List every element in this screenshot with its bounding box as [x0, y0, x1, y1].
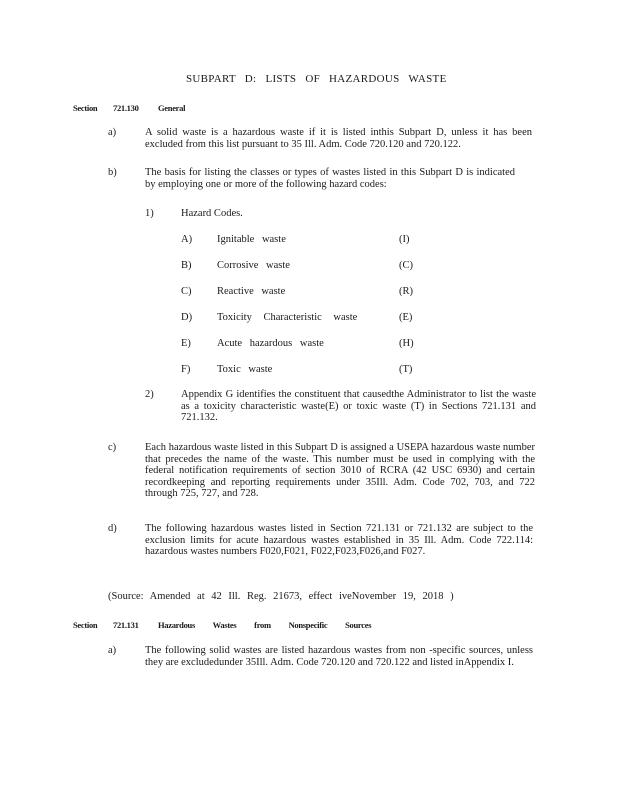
code-row-code: (E) — [399, 312, 413, 323]
code-row-label: B) — [181, 260, 192, 271]
code-row-name: Reactive waste — [217, 286, 286, 297]
item-label: c) — [108, 442, 117, 453]
subitem-text: Appendix G identifies the constituent that causedthe Administrator to list the waste as a toxicity characteristic waste(E) or toxic waste (T) in Sections 721.131 and 721.132. — [181, 389, 536, 423]
section-name: General — [158, 103, 186, 113]
code-row-code: (T) — [399, 364, 413, 375]
section-label: Section — [73, 620, 98, 630]
code-row-label: C) — [181, 286, 192, 297]
paragraph-c: Each hazardous waste listed in this Subpart D is assigned a USEPA hazardous waste number that precedes the name of the waste. This number must be used in complying with the federal notification requirements of section 3010 of RCRA (42 USC 6930) and certain recordkeeping and reporting requirements under 35Ill. Adm. Code 702, 703, and 722 through 725, 727, and 728. — [145, 442, 535, 499]
code-row-name: Acute hazardous waste — [217, 338, 324, 349]
code-row-code: (I) — [399, 234, 410, 245]
subitem-label: 1) — [145, 208, 154, 219]
subitem-text: Hazard Codes. — [181, 208, 243, 219]
item-label: a) — [108, 645, 117, 656]
code-row-label: F) — [181, 364, 191, 375]
code-row-name: Toxic waste — [217, 364, 273, 375]
paragraph-b: The basis for listing the classes or types of wastes listed in this Subpart D is indicated by employing one or more of the following hazard codes: — [145, 167, 515, 190]
paragraph-721-131-a: The following solid wastes are listed hazardous wastes from non -specific sources, unless they are excludedunder 35Ill. Adm. Code 720.120 and 720.122 and listed inAppendix I. — [145, 645, 533, 668]
source-note: (Source: Amended at 42 Ill. Reg. 21673, effect iveNovember 19, 2018 ) — [108, 591, 454, 602]
section-label: Section — [73, 103, 98, 113]
code-row-code: (H) — [399, 338, 414, 349]
code-row-code: (C) — [399, 260, 413, 271]
section-name: Hazardous Wastes from Nonspecific Sources — [158, 620, 372, 630]
code-row-label: D) — [181, 312, 193, 323]
code-row-name: Ignitable waste — [217, 234, 286, 245]
page-title: SUBPART D: LISTS OF HAZARDOUS WASTE — [186, 73, 447, 85]
paragraph-a: A solid waste is a hazardous waste if it is listed inthis Subpart D, unless it has been excluded from this list pursuant to 35 Ill. Adm. Code 720.120 and 720.122. — [145, 127, 532, 150]
item-label: b) — [108, 167, 117, 178]
section-number: 721.131 — [113, 620, 139, 630]
code-row-label: E) — [181, 338, 191, 349]
paragraph-d: The following hazardous wastes listed in Section 721.131 or 721.132 are subject to the exclusion limits for acute hazardous wastes established in 35 Ill. Adm. Code 722.114: hazardous wastes numbers F020,F021, F022,F023,F026,and F027. — [145, 523, 533, 557]
code-row-code: (R) — [399, 286, 413, 297]
section-number: 721.130 — [113, 103, 139, 113]
code-row-name: Toxicity Characteristic waste — [217, 312, 358, 323]
subitem-label: 2) — [145, 389, 154, 400]
code-row-label: A) — [181, 234, 193, 245]
item-label: d) — [108, 523, 117, 534]
code-row-name: Corrosive waste — [217, 260, 290, 271]
item-label: a) — [108, 127, 117, 138]
